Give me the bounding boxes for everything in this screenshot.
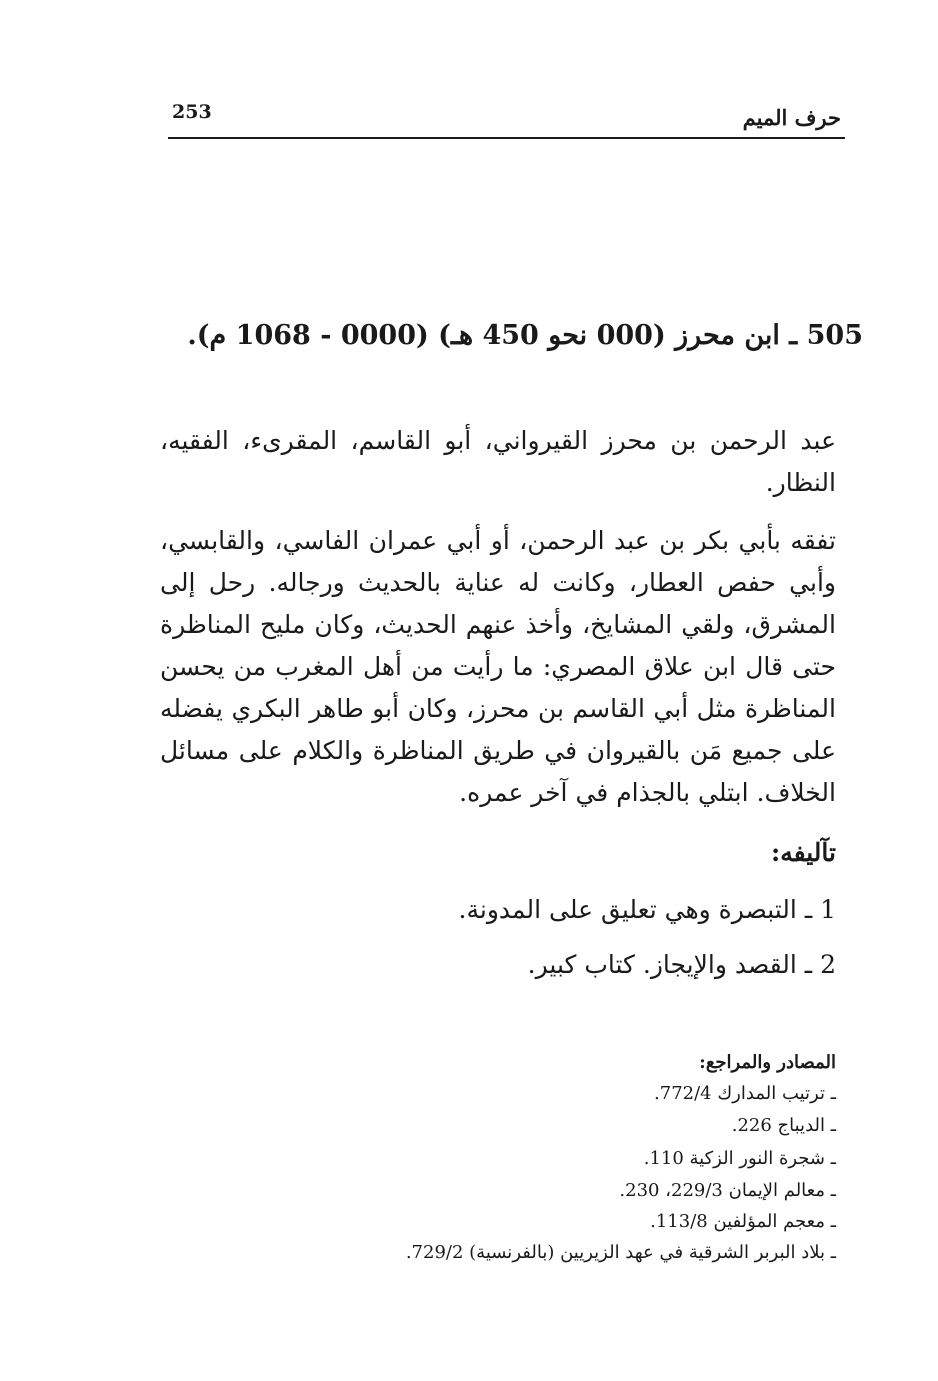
entry-title: 505 ـ ابن محرز (000 نحو 450 هـ) (0000 - 1068 م).	[187, 320, 863, 351]
page-number: 253	[172, 101, 212, 123]
running-head: حرف الميم	[742, 105, 841, 130]
entry-paragraph-bio: عبد الرحمن بن محرز القيرواني، أبو القاسم، المقرىء، الفقيه، النظار.	[160, 426, 836, 497]
works-heading: تآليفه:	[770, 838, 836, 867]
page-header	[168, 95, 845, 139]
source-item: ـ شجرة النور الزكية 110.	[643, 1148, 836, 1169]
source-item: ـ معجم المؤلفين 113/8.	[650, 1211, 836, 1232]
source-item: ـ معالم الإيمان 229/3، 230.	[619, 1180, 836, 1201]
sources-heading: المصادر والمراجع:	[699, 1052, 836, 1073]
source-item: ـ بلاد البربر الشرقية في عهد الزيريين (بالفرنسية) 729/2.	[405, 1242, 836, 1263]
work-item: 1 ـ التبصرة وهي تعليق على المدونة.	[458, 895, 836, 924]
source-item: ـ ترتيب المدارك 772/4.	[654, 1083, 836, 1104]
work-item: 2 ـ القصد والإيجاز. كتاب كبير.	[527, 950, 836, 979]
entry-paragraph-career: تفقه بأبي بكر بن عبد الرحمن، أو أبي عمران الفاسي، والقابسي، وأبي حفص العطار، وكانت له عناية بالحديث ورجاله. رحل إلى المشرق، ولقي المشايخ، وأخذ عنهم الحديث، وكان مليح المناظرة حتى قال ابن علاق المصري: ما رأيت من أهل المغرب من يحسن المناظرة مثل أبي القاسم بن محرز، وكان أبو طاهر البكري يفضله على جميع مَن بالقيروان في طريق المناظرة والكلام على مسائل الخلاف. ابتلي بالجذام في آخر عمره.	[160, 526, 836, 807]
source-item: ـ الديباج 226.	[731, 1115, 836, 1136]
